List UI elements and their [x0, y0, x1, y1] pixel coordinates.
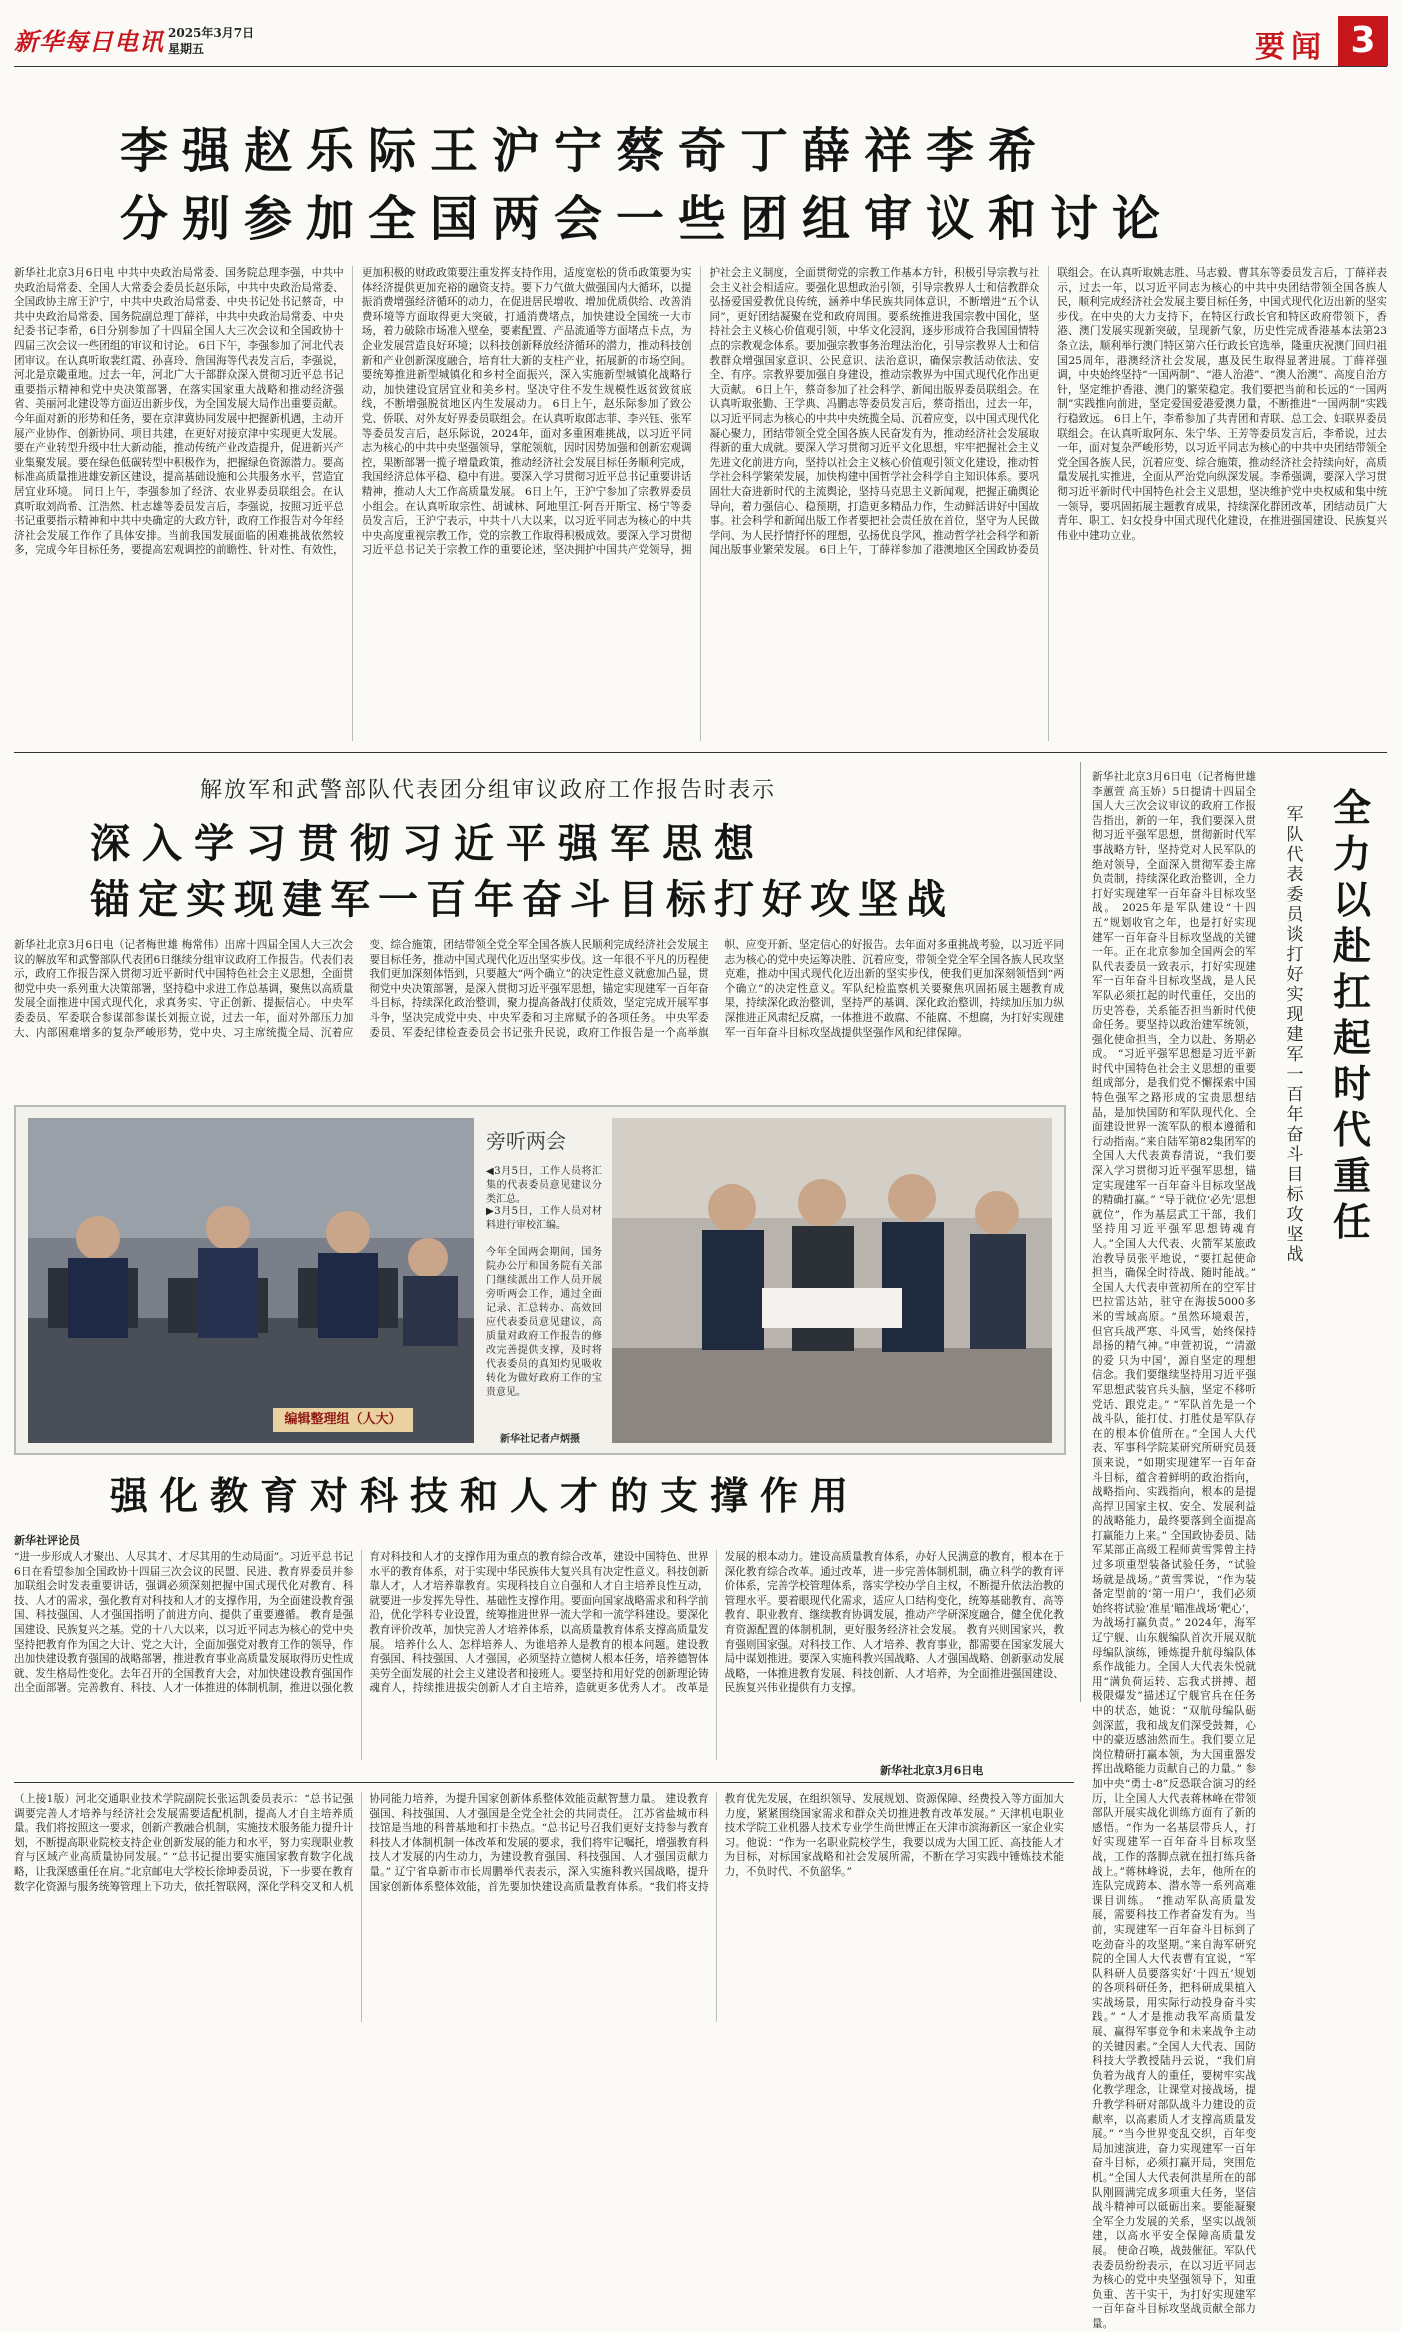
newspaper-logo: 新华每日电讯 — [14, 27, 164, 56]
story2-vertical-title: 全力以赴扛起时代重任 — [1332, 785, 1371, 1244]
photo-staff-compiling-illustration — [28, 1118, 474, 1443]
story1-bottom-rule — [14, 752, 1387, 753]
page-number-badge: 3 — [1338, 16, 1388, 66]
story2-headline-line2: 锚定实现建军一百年奋斗目标打好攻坚战 — [90, 876, 954, 923]
story2-headline-line1: 深入学习贯彻习近平强军思想 — [90, 820, 766, 867]
story2-kicker: 解放军和武警部队代表团分组审议政府工作报告时表示 — [200, 778, 777, 803]
photo-caption-2: ▶3月5日，工作人员对材料进行审校汇编。 — [486, 1206, 602, 1231]
issue-weekday: 星期五 — [168, 42, 205, 56]
story3-bottom-rule — [14, 1782, 1074, 1783]
story2-sidebar-body: 新华社北京3月6日电（记者梅世雄 李蕙萱 高玉娇）5日提请十四届全国人大三次会议审议的政府工作报告指出，新的一年，我们要深入贯彻习近平强军思想，贯彻新时代军事战略方针，坚持党对人民军队的绝对领导，全面深入贯彻军委主席负责制，持续深化政治整训，全力打好实现建军一百年奋斗目标攻坚战。 2025年是军队建设“十四五”规划收官之年，也是打好实现建军一百年奋斗目标攻坚战的关键一年。正在北京参加全国两会的军队代表委员一致表示，打好实现建军一百年奋斗目标攻坚战，是人民军队必须扛起的时代重任，交出的历史答卷，关系能否担当新时代使命任务。要坚持以政治建军统领，强化使命担当，全力以赴、务期必成。 “习近平强军思想是习近平新时代中国特色社会主义思想的重要组成部分，是我们党不懈探索中国特色强军之路形成的宝贵思想结晶，是加快国防和军队现代化、全面建设世界一流军队的根本遵循和行动指南。”来自陆军第82集团军的全国人大代表黄春清说，“我们要深入学习贯彻习近平强军思想，锚定实现建军一百年奋斗目标攻坚战的精确打赢。” “导于就位‘必先’思想就位”，作为基层武工干部，我们坚持用习近平强军思想铸魂育人。”全国人大代表、火箭军某旅政治教导员张平地说，“要扛起使命担当，确保全时待战、随时能战。” 全国人大代表申萱初所在的空军甘巴拉雷达站，驻守在海拔5000多米的雪域高原。“虽然环境艰苦，但官兵战严寒、斗风雪，始终保持昂扬的精气神。”申萱初说，“‘清澈的爱 只为中国’，源自坚定的理想信念。我们要继续坚持用习近平强军思想武装官兵头脑，坚定不移听党话、跟党走。” “军队首先是一个战斗队，能打仗、打胜仗是军队存在的根本价值所在。”全国人大代表、军事科学院某研究所研究员聂顶来说，“如期实现建军一百年奋斗目标，蕴含着鲜明的政治指向，战略指向、实践指向，根本的是提高捍卫国家主权、安全、发展利益的战略能力，最终要落到全面提高打赢能力上来。” 全国政协委员、陆军某部正高级工程师黄雪霁曾主持过多项重型装备试验任务，“试验场就是战场。”黄雪霁说，“作为装备定型前的‘第一用户’，我们必须始终将试验‘准星’瞄准战场‘靶心’，为战场打赢负责。” 2024年，海军辽宁舰、山东舰编队首次开展双航母编队演练，锤炼提升航母编队体系作战能力。全国人大代表朱悦就用“满负荷运转、忘我式拼搏、超极限爆发”描述辽宁舰官兵在任务中的状态，她说：“双航母编队砺剑深蓝，我和战友们深受鼓舞，心中的豪迈感油然而生。我们要立足岗位精研打赢本领，为大国重器发挥出战略能力贡献自己的力量。” 参加中央“勇士-8”反恐联合演习的经历，让全国人大代表蒋林峰在带领部队开展实战化训练方面有了新的感悟。“作为一名基层带兵人，打好实现建军一百年奋斗目标攻坚战，工作的落脚点就在扭打练兵备战上。”蒋林峰说，去年，他所在的连队完成跨本、潜水等一系列高难课目训练。 “推动军队高质量发展，需要科技工作者奋发有为。当前，实现建军一百年奋斗目标到了吃劲奋斗的攻坚期。”来自海军研究院的全国人大代表曹有宜说，“军队科研人员要落实好‘十四五’规划的各项科研任务，把科研成果植入实战场景，用实际行动投身奋斗实践。” “人才是推动我军高质量发展、赢得军事竞争和未来战争主动的关键因素。”全国人大代表、国防科技大学教授陆丹云说，“我们肩负着为战育人的重任，要树牢实战化教学理念，让课堂对接战场，提升教学科研对部队战斗力建设的贡献率，以高素质人才支撑高质量发展。” “当今世界变乱交织，百年变局加速演进，奋力实现建军一百年奋斗目标，必须打赢开局，突围危机。”全国人大代表何洪星所在的部队刚圆满完成多项重大任务，坚信战斗精神可以砥砺出来。要能凝聚全军全力发展的关系，坚实以战领建，以高水平安全保障高质量发展。 使命召唤，战鼓催征。军队代表委员纷纷表示，在以习近平同志为核心的党中央坚强领导下，知重负重、苦干实干，为打好实现建军一百年奋斗目标攻坚战贡献全部力量。 — [1092, 771, 1256, 2330]
story2-body: 新华社北京3月6日电（记者梅世雄 梅常伟）出席十四届全国人大三次会议的解放军和武警部队代表团6日继续分组审议政府工作报告。代表们表示，政府工作报告深入贯彻习近平新时代中国特色社会主义思想，全面贯彻党中央一系列重大决策部署，坚持稳中求进工作总基调，聚焦以高质量发展全面推进中国式现代化，求真务实、守正创新、提振信心。 中央军委委员、军委联合参谋部参谋长刘振立说，过去一年，面对外部压力加大、内部困难增多的复杂严峻形势，党中央、习主席统揽全局、沉着应变、综合施策，团结带领全党全军全国各族人民顺利完成经济社会发展主要目标任务，推动中国式现代化迈出坚实步伐。这一年很不平凡的历程使我们更加深刻体悟到，只要越大“两个确立”的决定性意义就愈加凸显，贯彻党中央决策部署，是深入贯彻习近平强军思想，锚定实现建军一百年奋斗目标，持续深化政治整训，聚力提高备战打仗质效，坚定完成开展军事斗争，坚决完成党中央、中央军委和习主席赋予的各项任务。 中央军委委员、军委纪律检查委员会书记张升民说，政府工作报告是一个高举旗帜、应变开新、坚定信心的好报告。去年面对多重挑战考验，以习近平同志为核心的党中央运筹决胜、沉着应变，带领全党全军全国各族人民攻坚克难，推动中国式现代化迈出新的坚实步伐，使我们更加深刻领悟到“两个确立”的决定性意义。军队纪检监察机关要聚焦巩固拓展主题教育成果，持续深化政治整训，坚持严的基调、深化政治整训，持续加压加力纵深推进正风肃纪反腐，一体推进不敢腐、不能腐、不想腐，为打好实现建军一百年奋斗目标攻坚战提供坚强作风和纪律保障。 — [14, 939, 1064, 1039]
photo-credit: 新华社记者卢炳摄 — [500, 1434, 580, 1445]
masthead-rule — [14, 66, 1387, 67]
story3-headline: 强化教育对科技和人才的支撑作用 — [110, 1473, 861, 1518]
story2-divider — [1080, 762, 1081, 1702]
story4-body: （上接1版）河北交通职业技术学院副院长张运凯委员表示：“总书记强调要完善人才培养与经济社会发展需要适配机制，提高人才自主培养质量。我们将按照这一要求，创新产教融合机制，实施技术服务能力提升计划，不断提高职业院校支持企业创新发展的能力和水平，努力实现职业教育与区域产业高质量协同发展。” “总书记提出要实施国家教育数字化战略，让我深感重任在肩。”北京邮电大学校长徐坤委员说，下一步要在教育数字化资源与服务统筹管理上下功夫，依托智联网，深化学科交叉和人机协同能力培养，为提升国家创新体系整体效能贡献智慧力量。 建设教育强国、科技强国、人才强国是全党全社会的共同责任。 江苏省盐城市科技馆是当地的科普基地和打卡热点。“总书记号召我们更好支持参与教育科技人才体制机制一体改革和发展的要求，我们将牢记嘱托，增强教育科技人才发展的内生动力，为建设教育强国、科技强国、人才强国贡献力量。” 辽宁省阜新市市长周鹏举代表表示，深入实施科教兴国战略，提升国家创新体系整体效能，首先要加快建设高质量教育体系。“我们将支持教育优先发展，在组织领导、发展规划、资源保障、经费投入等方面加大力度，紧紧围绕国家需求和群众关切推进教育改革发展。” 天津机电职业技术学院工业机器人技术专业学生尚世博正在天津市滨海新区一家企业实习。他说：“作为一名职业院校学生，我要以成为大国工匠、高技能人才为目标，对标国家战略和社会发展所需，不断在学习实践中锤炼技术能力，不负时代、不负韶华。” — [14, 1793, 1064, 1893]
photo-feature-title: 旁听两会 — [486, 1129, 566, 1153]
photo-caption-3: 今年全国两会期间，国务院办公厅和国务院有关部门继续派出工作人员开展旁听两会工作，通过全面记录、汇总转办、高效回应代表委员意见建议，高质量对政府工作报告的修改完善提供支撑，及时将代表委员的真知灼见吸收转化为做好政府工作的宝贵意见。 — [486, 1247, 602, 1398]
story3-dateline: 新华社北京3月6日电 — [880, 1764, 984, 1777]
story1-headline-line2: 分别参加全国两会一些团组审议和讨论 — [120, 191, 1175, 247]
photo-staff-compiling — [28, 1118, 474, 1443]
story1-body: 新华社北京3月6日电 中共中央政治局常委、国务院总理李强，中共中央政治局常委、全国人大常委会委员长赵乐际，中共中央政治局常委、全国政协主席王沪宁，中共中央政治局常委、中央书记处书记蔡奇，中共中央政治局常委、国务院副总理丁薛祥，中共中央政治局常委、中央纪委书记李希，6日分别参加了十四届全国人大三次会议和全国政协十四届三次会议一些团组的审议和讨论。 6日下午，李强参加了河北代表团审议。在认真听取裴红霞、孙喜玲、詹国海等代表发言后，李强说，河北是京畿重地。过去一年，河北广大干部群众深入贯彻习近平总书记重要指示精神和党中央决策部署，在落实国家重大战略和推动经济强省、美丽河北建设等方面迈出新步伐，为全国发展大局作出重要贡献。今年面对新的形势和任务，要在京津冀协同发展中把握新机遇，主动开展产业协作、创新协同、项目共建，在更好对接京津中实现更大发展。要在产业转型升级中壮大新动能，推动传统产业改造提升，促进新兴产业集聚发展。要在绿色低碳转型中积极作为，把握绿色资源潜力。要高标准高质量推进雄安新区建设，提高基础设施和公共服务水平，营造宜居宜业环境。 同日上午，李强参加了经济、农业界委员联组会。在认真听取刘尚希、江浩然、杜志雄等委员发言后，李强说，按照习近平总书记重要指示精神和中共中央确定的大政方针，政府工作报告对今年经济社会发展工作作了具体安排。当前我国发展面临的困难挑战依然较多，完成今年目标任务，要提高宏观调控的前瞻性、针对性、有效性，更加积极的财政政策要注重发挥支持作用，适度宽松的货币政策要为实体经济提供更加充裕的融资支持。要下力气做大做强国内大循环，以提振消费增强经济循环的动力，在促进居民增收、增加优质供给、改善消费环境等方面取得更大突破，打通消费堵点，加快建设全国统一大市场，着力破除市场准入壁垒，要素配置、产品流通等方面堵点卡点，为企业发展营造良好环境；以科技创新释放经济循环的潜力，推动科技创新和产业创新深度融合，培育壮大新的支柱产业，拓展新的市场空间。要统筹推进新型城镇化和乡村全面振兴，深入实施新型城镇化战略行动，加快建设宜居宜业和美乡村。坚决守住不发生规模性返贫致贫底线，不断增强脱贫地区内生发展动力。 6日上午，赵乐际参加了致公党、侨联、对外友好界委员联组会。在认真听取郎志菲、李兴钰、张军等委员发言后，赵乐际说，2024年，面对多重困难挑战，以习近平同志为核心的中共中央坚强领导，掌舵领航，因时因势加强和创新宏观调控，果断部署一揽子增量政策，推动经济社会发展目标任务顺利完成，我国经济总体平稳、稳中有进。要深入学习贯彻习近平总书记重要讲话精神，推动人大工作高质量发展。 6日上午，王沪宁参加了宗教界委员小组会。在认真听取宗性、胡诚林、阿地里江·阿吾开斯宝、杨宁等委员发言后，王沪宁表示，中共十八大以来，以习近平同志为核心的中共中央高度重视宗教工作，党的宗教工作取得积极成效。要深入学习贯彻习近平总书记关于宗教工作的重要论述，坚决拥护中国共产党领导，拥护社会主义制度，全面贯彻党的宗教工作基本方针，积极引导宗教与社会主义社会相适应。要强化思想政治引领，引导宗教界人士和信教群众弘扬爱国爱教优良传统，涵养中华民族共同体意识，不断增进“五个认同”，更好团结凝聚在党和政府周围。要系统推进我国宗教中国化，坚持社会主义核心价值观引领，中华文化浸润，逐步形成符合我国国情特点的宗教观念体系。要加强宗教事务治理法治化，引导宗教界人士和信教群众增强国家意识、公民意识、法治意识，确保宗教活动依法、安全、有序。宗教界要加强自身建设，推动宗教界为中国式现代化作出更大贡献。 6日上午，蔡奇参加了社会科学、新闻出版界委员联组会。在认真听取张勤、王学典、冯鹏志等委员发言后，蔡奇指出，过去一年，以习近平同志为核心的中共中央统揽全局、沉着应变，以中国式现代化凝心聚力，团结带领全党全国各族人民奋发有为，推动经济社会发展取得新的重大成就。要深入学习贯彻习近平文化思想，牢牢把握社会主义先进文化前进方向，坚持以社会主义核心价值观引领文化建设，推动哲学社会科学繁荣发展，加快构建中国哲学社会科学自主知识体系。要巩固壮大奋进新时代的主流舆论，坚持马克思主义新闻观，把握正确舆论导向，着力强信心、稳预期，打造更多精品力作，生动鲜活讲好中国故事。社会科学和新闻出版工作者要把社会责任放在首位，坚守为人民做学问、为人民抒情抒怀的理想，弘扬优良学风，推动哲学社会科学和新闻出版事业繁荣发展。 6日上午，丁薛祥参加了港澳地区全国政协委员联组会。在认真听取姚志胜、马志毅、曹其东等委员发言后，丁薛祥表示，过去一年，以习近平同志为核心的中共中央团结带领全国各族人民，顺利完成经济社会发展主要目标任务，中国式现代化迈出新的坚实步伐。在中央的大力支持下，在特区行政长官和特区政府带领下，香港、澳门发展实现新突破，呈现新气象，历史性完成香港基本法第23条立法，顺利举行澳门特区第六任行政长官选举，隆重庆祝澳门回归祖国25周年，港澳经济社会发展，惠及民生取得显著进展。丁薛祥强调，中央始终坚持“一国两制”、“港人治港”、“澳人治澳”、高度自治方针，坚定维护香港、澳门的繁荣稳定。我们要把当前和长远的“一国两制”实践推向前进，坚定爱国爱港爱澳力量，不断推进“一国两制”实践行稳致远。 6日上午，李希参加了共青团和青联、总工会、妇联界委员联组会。在认真听取阿东、朱宁华、王芳等委员发言后，李希说，过去一年，面对复杂严峻形势，以习近平同志为核心的中共中央团结带领全党全国各族人民，沉着应变、综合施策，推动经济社会持续向好，高质量发展扎实推进，全面从严治党向纵深发展。李希强调，要深入学习贯彻习近平新时代中国特色社会主义思想，坚决维护党中央权威和集中统一领导，要巩固拓展主题教育成果，持续深化群团改革，团结动员广大青年、职工、妇女投身中国式现代化建设，在推进强国建设、民族复兴伟业中建功立业。 — [14, 267, 1387, 557]
story2-vertical-subtitle: 军队代表委员谈打好实现建军一百年奋斗目标攻坚战 — [1286, 805, 1304, 1265]
photo-staff-reviewing-illustration — [612, 1118, 1052, 1443]
story3-byline: 新华社评论员 — [14, 1534, 80, 1547]
issue-date: 2025年3月7日 — [168, 26, 255, 40]
sign-plate: 编辑整理组（人大） — [273, 1408, 413, 1432]
section-name: 要闻 — [1255, 30, 1327, 65]
photo-caption-1: ◀3月5日，工作人员将汇集的代表委员意见建议分类汇总。 — [486, 1166, 602, 1205]
story3-body: “进一步形成人才聚出、人尽其才、才尽其用的生动局面”。习近平总书记6日在看望参加全国政协十四届三次会议的民盟、民进、教育界委员并参加联组会时发表重要讲话，强调必须深刻把握中国式现代化对教育、科技、人才的需求，强化教育对科技和人才的支撑作用，为全面建设教育强国、科技强国、人才强国指明了前进方向、提供了重要遵循。 教育是强国建设、民族复兴之基。党的十八大以来，以习近平同志为核心的党中央坚持把教育作为国之大计、党之大计，全面加强党对教育工作的领导，作出加快建设教育强国的战略部署，推进教育事业高质量发展取得历史性成就、发生格局性变化。去年召开的全国教育大会，对加快建设教育强国作出全面部署。完善教育、科技、人才一体推进的体制机制，推进以强化教育对科技和人才的支撑作用为重点的教育综合改革，建设中国特色、世界水平的教育体系，对于实现中华民族伟大复兴具有决定性意义。科技创新靠人才，人才培养靠教育。实现科技自立自强和人才自主培养良性互动，就要进一步发挥先导性、基础性支撑作用。要面向国家战略需求和科学前沿，优化学科专业设置，统筹推进世界一流大学和一流学科建设。要深化教育评价改革，加快完善人才培养体系，以高质量教育体系支撑高质量发展。 培养什么人、怎样培养人、为谁培养人是教育的根本问题。建设教育强国、科技强国、人才强国，必须坚持立德树人根本任务，培养德智体美劳全面发展的社会主义建设者和接班人。要坚持和用好党的创新理论铸魂育人，持续推进拔尖创新人才自主培养，造就更多优秀人才。 改革是发展的根本动力。建设高质量教育体系，办好人民满意的教育，根本在于深化教育综合改革。通过改革，进一步完善体制机制，确立科学的教育评价体系，完善学校管理体系，落实学校办学自主权，不断提升依法治教的管理水平。要着眼现代化需求，适应人口结构变化，统筹基础教育、高等教育、职业教育、继续教育协调发展，推动产学研深度融合，健全优化教育资源配置的体制机制，更好服务经济社会发展。 教育兴则国家兴，教育强则国家强。对科技工作、人才培养、教育事业，都需要在国家发展大局中谋划推进。要深入实施科教兴国战略、人才强国战略、创新驱动发展战略，一体推进教育发展、科技创新、人才培养，为全面推进强国建设、民族复兴伟业提供有力支撑。 — [14, 1551, 1064, 1695]
story1-headline-line1: 李强赵乐际王沪宁蔡奇丁薛祥李希 — [120, 123, 1051, 179]
photo-staff-reviewing — [612, 1118, 1052, 1443]
